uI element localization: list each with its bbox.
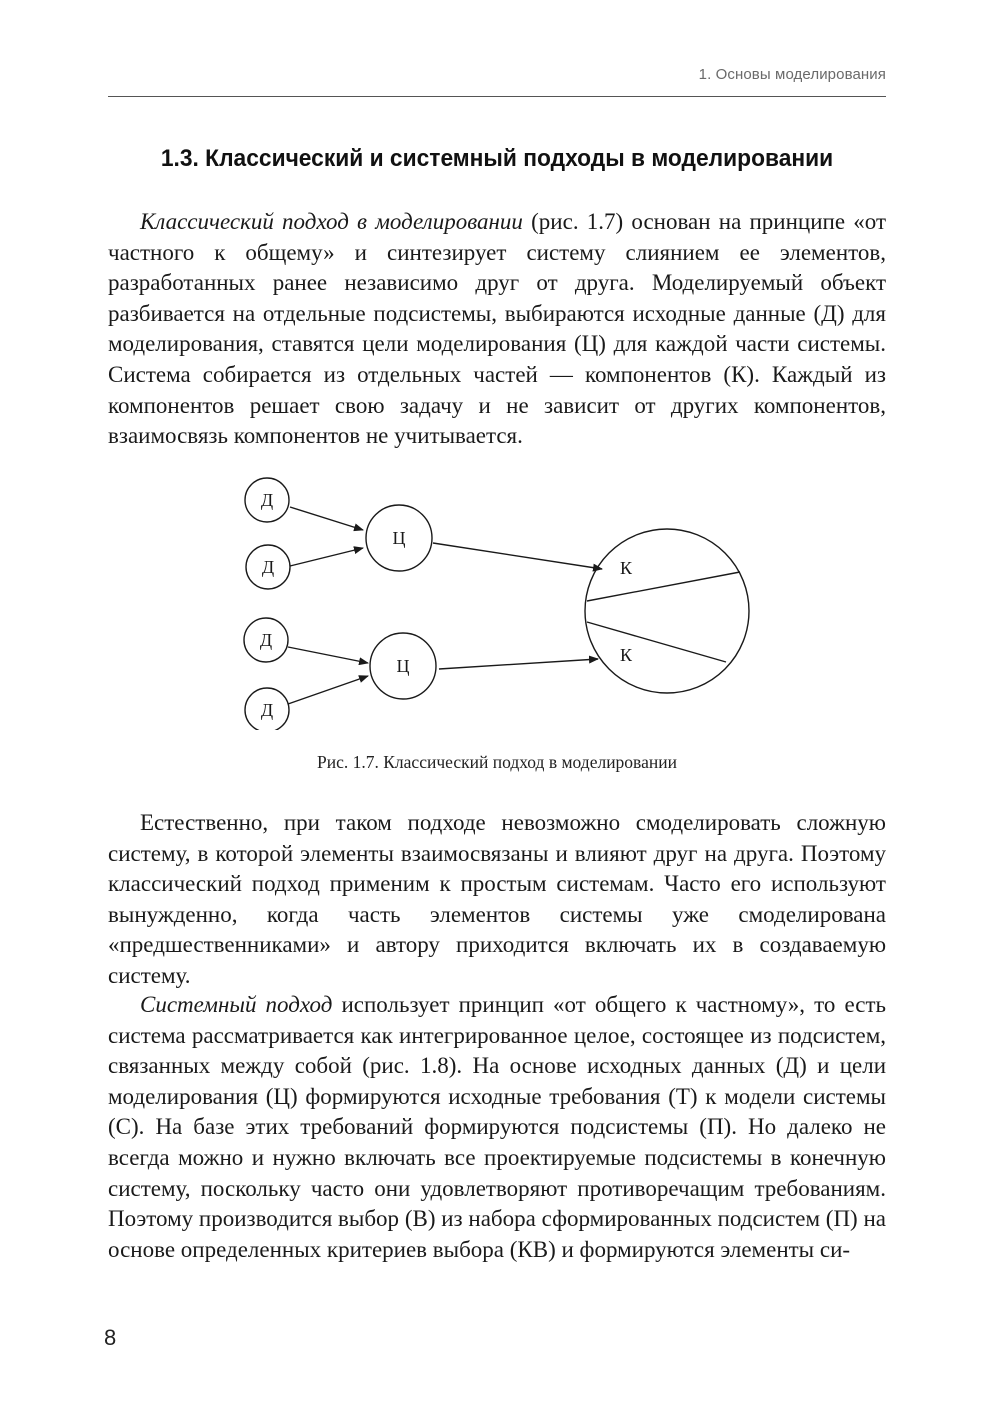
arrow-d4-c2 <box>288 676 368 704</box>
arrow-c1-k <box>433 543 602 569</box>
label-k1: К <box>619 558 633 578</box>
diagram <box>230 470 770 730</box>
section-title: 1.3. Классический и системный подходы в моделировании <box>160 145 834 172</box>
figure-caption: Рис. 1.7. Классический подход в моделировании <box>317 752 677 772</box>
label-c1: Ц <box>392 528 406 548</box>
term-systems-approach: Системный подход <box>140 992 333 1017</box>
label-d1: Д <box>260 490 274 510</box>
figure-classical-approach <box>230 470 770 730</box>
paragraph-text: использует принцип «от общего к частному», то есть система рассматривается как интегрированное целое, состоящее из подсистем, связанных между собой (рис. 1.8). На основе исходных данных (Д) и цели моделирования (Ц) формируются исходные требования (Т) к модели системы (С). На базе этих требований формируются подсистемы (П). Но далеко не всегда можно и нужно включать все проектируемые подсистемы в конечную систему, поскольку часто они удовлетворяют противоречащим требованиям. Поэтому производится выбор (В) из набора сформированных подсистем (П) на основе определенных критериев выбора (КВ) и формируются элементы си- <box>108 992 886 1262</box>
term-classical-approach: Классический подход в моделировании <box>140 209 523 234</box>
divider-lower <box>587 622 726 662</box>
paragraph-text: (рис. 1.7) основан на принципе «от частного к общему» и синтезирует систему слиянием ее элементов, разработанных ранее независимо друг от друга. Моделируемый объект разбивается на отдельные подсистемы, выбираются исходные данные (Д) для моделирования, ставятся цели моделирования (Ц) для каждой части системы. Система собирается из отдельных частей — компонентов (К). Каждый из компонентов решает свою задачу и не зависит от других компонентов, взаимосвязь компонентов не учитывается. <box>108 209 886 449</box>
label-k2: К <box>619 645 633 665</box>
header-rule <box>108 96 886 97</box>
paragraph-classical-approach <box>108 207 886 452</box>
paragraph-systems-approach <box>108 990 886 1265</box>
node-component-system <box>585 529 749 693</box>
page-number: 8 <box>104 1325 117 1350</box>
arrow-d2-c1 <box>290 548 363 566</box>
label-d3: Д <box>259 630 273 650</box>
divider-upper <box>587 572 740 601</box>
running-head: 1. Основы моделирования <box>698 66 886 83</box>
label-c2: Ц <box>396 656 410 676</box>
arrow-c2-k <box>439 659 598 669</box>
paragraph-limitations: Естественно, при таком подходе невозможно смоделировать сложную систему, в которой элементы взаимосвязаны и влияют друг на друга. Поэтому классический подход применим к простым системам. Часто его используют вынужденно, когда часть элементов системы уже смоделирована «предшественниками» и автору приходится включать их в создаваемую систему. <box>108 810 886 988</box>
label-d4: Д <box>260 700 274 720</box>
label-d2: Д <box>261 557 275 577</box>
arrow-d1-c1 <box>290 507 363 530</box>
arrow-d3-c2 <box>288 647 368 663</box>
